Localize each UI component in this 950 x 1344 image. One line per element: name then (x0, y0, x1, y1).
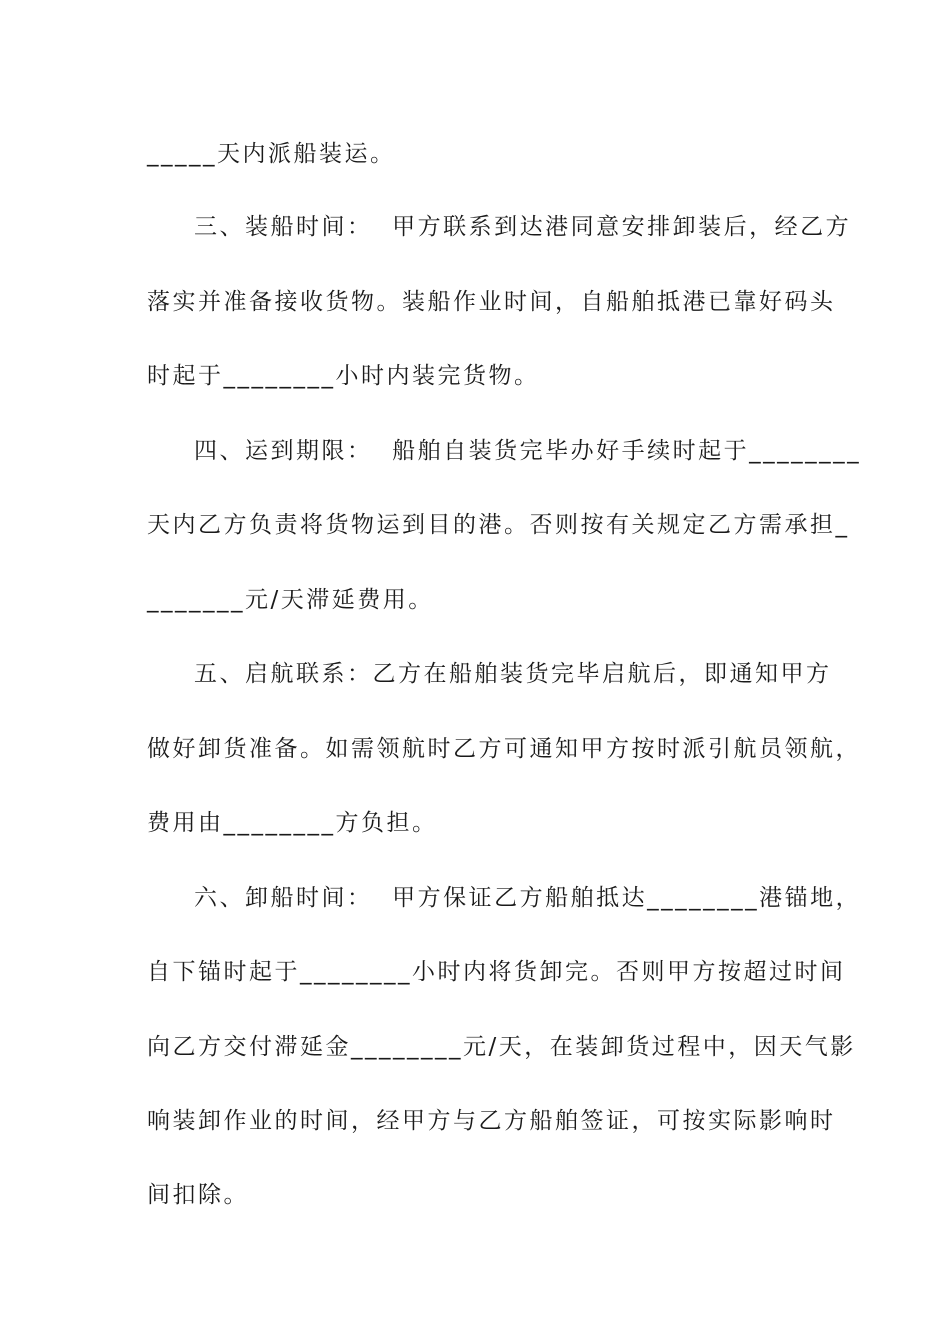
text-line: _______元/天滞延费用。 (147, 587, 434, 613)
section-six-heading-line: 六、卸船时间： 甲方保证乙方船舶抵达________港锚地， (194, 885, 862, 911)
text-line: 做好卸货准备。如需领航时乙方可通知甲方按时派引航员领航， (147, 736, 861, 762)
text-line: 天内乙方负责将货物运到目的港。否则按有关规定乙方需承担_ (147, 512, 850, 538)
text-line: 落实并准备接收货物。装船作业时间，自船舶抵港已靠好码头 (147, 289, 836, 315)
text-line: 向乙方交付滞延金________元/天，在装卸货过程中，因天气影 (147, 1034, 856, 1060)
section-four-heading-line: 四、运到期限： 船舶自装货完毕办好手续时起于________ (194, 438, 862, 464)
text-line: 费用由________方负担。 (147, 810, 438, 836)
text-line: 时起于________小时内装完货物。 (147, 363, 540, 389)
text-line: _____天内派船装运。 (147, 141, 396, 167)
text-line: 响装卸作业的时间，经甲方与乙方船舶签证，可按实际影响时 (147, 1108, 836, 1134)
section-five-heading-line: 五、启航联系：乙方在船舶装货完毕启航后，即通知甲方 (194, 661, 832, 687)
text-line: 自下锚时起于________小时内将货卸完。否则甲方按超过时间 (147, 959, 846, 985)
text-line: 间扣除。 (147, 1182, 249, 1208)
section-three-heading-line: 三、装船时间： 甲方联系到达港同意安排卸装后，经乙方 (194, 214, 852, 240)
